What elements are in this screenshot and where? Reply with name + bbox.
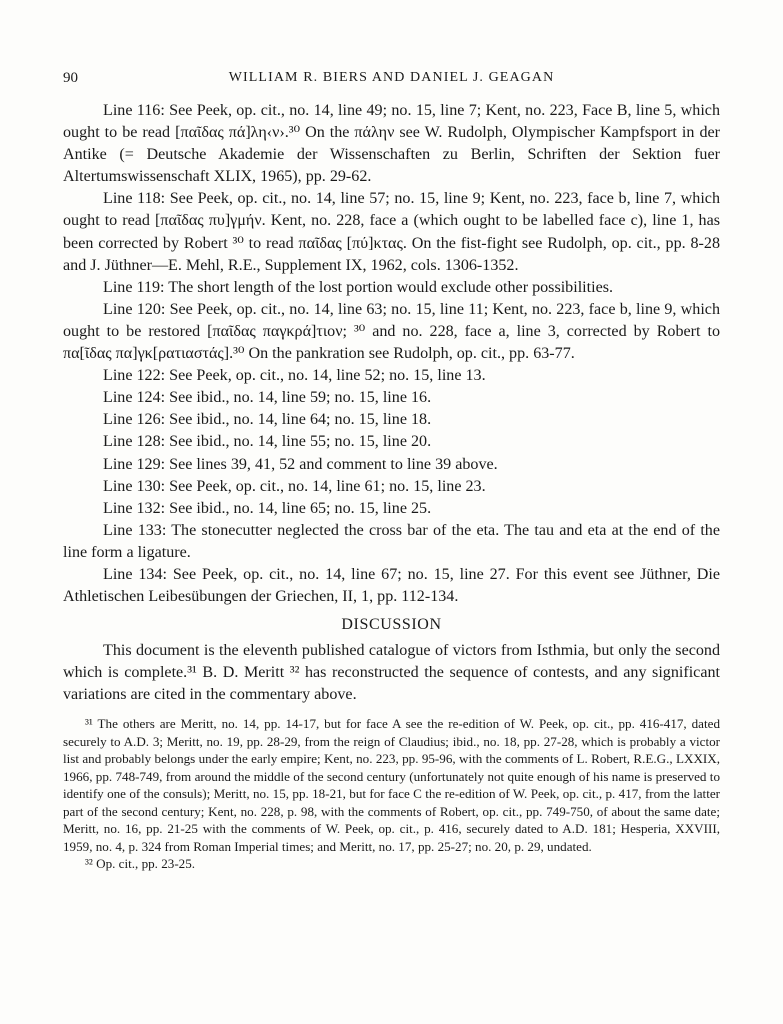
commentary-line-129: Line 129: See lines 39, 41, 52 and comment to line 39 above. — [103, 455, 498, 473]
commentary-line-122: Line 122: See Peek, op. cit., no. 14, line 52; no. 15, line 13. — [103, 367, 486, 385]
commentary-line-130: Line 130: See Peek, op. cit., no. 14, line 61; no. 15, line 23. — [103, 477, 486, 495]
commentary-line-126: Line 126: See ibid., no. 14, line 64; no. 15, line 18. — [103, 411, 432, 429]
commentary-line-118: Line 118: See Peek, op. cit., no. 14, line 57; no. 15, line 9; Kent, no. 223, face b, line 7, which ought to read [παῖδας πυ]γμήν. Kent, no. 228, face a (which ought to be labelled face c), line 1, has been corrected by Robert ³⁰ to read παῖδας [πύ]κτας. On the fist-fight see Rudolph, op. cit., pp. 8-28 and J. Jüthner—E. Mehl, R.E., Supplement IX, 1962, cols. 1306-1352. — [63, 190, 720, 274]
commentary-line-132: Line 132: See ibid., no. 14, line 65; no. 15, line 25. — [103, 499, 432, 517]
section-heading-discussion: DISCUSSION — [341, 616, 442, 634]
footnotes — [63, 715, 720, 873]
page-number: 90 — [63, 70, 78, 86]
page-body — [63, 100, 720, 873]
commentary-line-124: Line 124: See ibid., no. 14, line 59; no. 15, line 16. — [103, 389, 432, 407]
discussion-paragraph: This document is the eleventh published catalogue of victors from Isthmia, but only the second which is complete.³¹ B. D. Meritt ³² has reconstructed the sequence of contests, and any significant variations are cited in the commentary above. — [63, 642, 720, 704]
commentary-line-133: Line 133: The stonecutter neglected the cross bar of the eta. The tau and eta at the end of the line form a ligature. — [63, 521, 720, 561]
running-title: WILLIAM R. BIERS AND DANIEL J. GEAGAN — [228, 70, 555, 85]
footnote-32: ³² Op. cit., pp. 23-25. — [85, 856, 196, 872]
commentary-line-128: Line 128: See ibid., no. 14, line 55; no. 15, line 20. — [103, 433, 432, 451]
footnote-31: ³¹ The others are Meritt, no. 14, pp. 14-17, but for face A see the re-edition of W. Peek, op. cit., pp. 416-417, dated securely to A.D. 3; Meritt, no. 19, pp. 28-29, from the reign of Claudius; ibid., no. 18, pp. 27-28, which is probably a victor list and probably belongs under the early empire; Kent, no. 223, pp. 95-96, with the comments of L. Robert, R.E.G., LXXIX, 1966, pp. 748-749, from around the middle of the second century (unfortunately not quite enough of his name is preserved to identify one of the consuls); Meritt, no. 15, pp. 18-21, but for face C the re-edition of W. Peek, op. cit., p. 417, from the latter part of the second century; Kent, no. 228, p. 98, with the comments of Robert, op. cit., pp. 749-750, of about the same date; Meritt, no. 16, pp. 21-25 with the comments of W. Peek, op. cit., p. 416, securely dated to A.D. 181; Hesperia, XXVIII, 1959, no. 4, p. 324 from Roman Imperial times; and Meritt, no. 17, pp. 25-27; no. 20, p. 29, undated. — [63, 716, 720, 854]
commentary-line-120: Line 120: See Peek, op. cit., no. 14, line 63; no. 15, line 11; Kent, no. 223, face b, line 9, which ought to be restored [παῖδας παγκρά]τιον; ³⁰ and no. 228, face a, line 3, corrected by Robert to πα[ῖδας πα]γκ[ρατιαστάς].³⁰ On the pankration see Rudolph, op. cit., pp. 63-77. — [63, 300, 720, 363]
commentary-line-116: Line 116: See Peek, op. cit., no. 14, line 49; no. 15, line 7; Kent, no. 223, Face B, line 5, which ought to be read [παῖδας πά]λη‹ν›.³⁰ On the πάλην see W. Rudolph, Olympischer Kampfsport in der Antike (= Deutsche Akademie der Wissenschaften zu Berlin, Schriften der Sektion fuer Altertumswissenschaft XLIX, 1965), pp. 29-62. — [63, 102, 720, 186]
commentary-line-119: Line 119: The short length of the lost portion would exclude other possibilities. — [103, 278, 614, 296]
commentary-line-134: Line 134: See Peek, op. cit., no. 14, line 67; no. 15, line 27. For this event see Jüthner, Die Athletischen Leibesübungen der Griechen, II, 1, pp. 112-134. — [63, 565, 720, 606]
